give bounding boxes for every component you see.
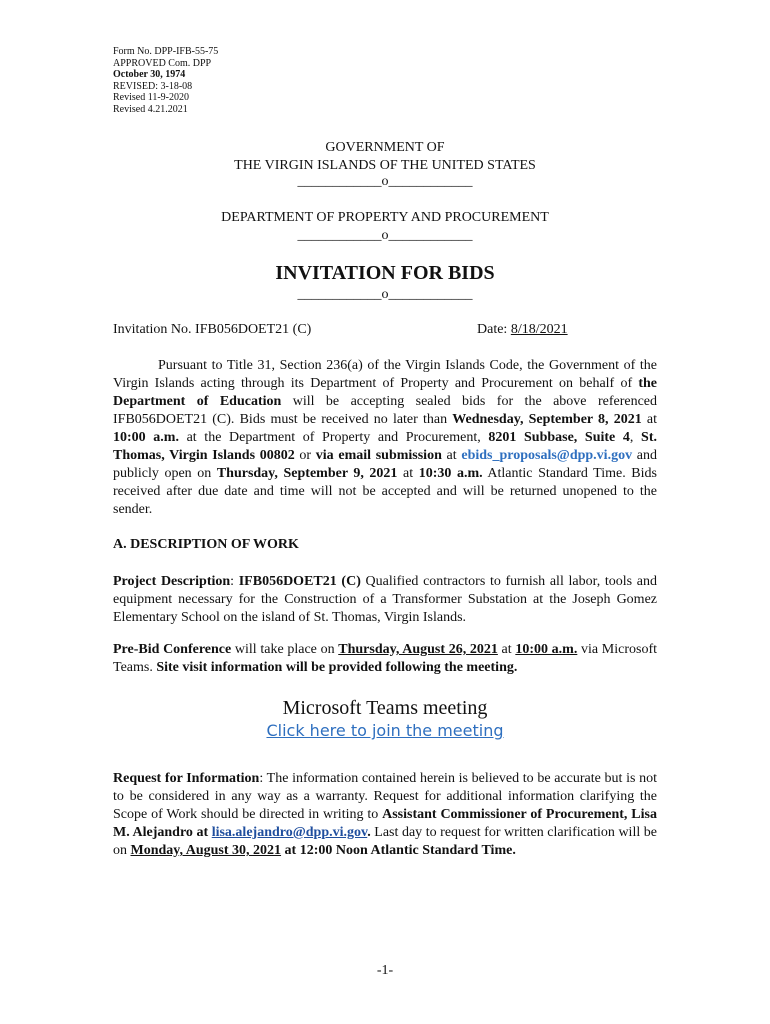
intro-text: and publicly open on bbox=[113, 448, 657, 481]
government-heading bbox=[0, 139, 770, 175]
department-heading: DEPARTMENT OF PROPERTY AND PROCUREMENT bbox=[221, 210, 549, 225]
government-line-1: GOVERNMENT OF bbox=[325, 140, 445, 155]
approval-date: October 30, 1974 bbox=[113, 69, 186, 81]
document-title: INVITATION FOR BIDS bbox=[275, 262, 495, 284]
separator-2: ____________o____________ bbox=[297, 228, 473, 243]
bid-open-date: Thursday, September 9, 2021 bbox=[216, 466, 398, 481]
rfi-text: : The information contained herein is believed to be accurate but is not to be considered in any way as a warranty. Request for additional information clarifying the Scope of Work should be directed in writing to bbox=[113, 771, 657, 822]
date-value: 8/18/2021 bbox=[510, 322, 568, 337]
prebid-date: Thursday, August 26, 2021 bbox=[338, 642, 498, 657]
form-metadata bbox=[113, 46, 218, 116]
prebid-text: at bbox=[497, 642, 516, 657]
invitation-date bbox=[477, 321, 568, 339]
invitation-row bbox=[113, 321, 575, 339]
clarification-time: at 12:00 Noon Atlantic Standard Time. bbox=[281, 843, 516, 858]
bids-email-link[interactable]: ebids_proposals@dpp.vi.gov bbox=[461, 448, 633, 463]
form-number: Form No. DPP-IFB-55-75 bbox=[113, 46, 219, 57]
prebid-paragraph bbox=[113, 641, 657, 677]
rfi-text: . bbox=[367, 825, 371, 840]
intro-text: , bbox=[629, 430, 642, 445]
project-number: IFB056DOET21 (C) bbox=[238, 574, 361, 589]
intro-text: Atlantic Standard Time. Bids received after due date and time will not be accepted and will be returned unopened to the sender. bbox=[113, 466, 657, 517]
prebid-label: Pre-Bid Conference bbox=[113, 642, 232, 657]
description-text: Qualified contractors to furnish all labor, tools and equipment necessary for the Construction of a Transformer Substation at the Joseph Gomez Elementary School on the island of St. Thomas, Virgin Islands. bbox=[113, 574, 657, 625]
bid-due-date: Wednesday, September 8, 2021 bbox=[452, 412, 642, 427]
contact-name: Assistant Commissioner of Procurement, Lisa M. Alejandro at bbox=[113, 807, 657, 840]
prebid-text: will take place on bbox=[231, 642, 339, 657]
intro-text: or bbox=[294, 448, 316, 463]
bid-open-time: 10:30 a.m. bbox=[418, 466, 483, 481]
government-line-2: THE VIRGIN ISLANDS OF THE UNITED STATES bbox=[234, 158, 536, 173]
prebid-time: 10:00 a.m. bbox=[515, 642, 578, 657]
description-label: Project Description bbox=[113, 574, 231, 589]
section-a-heading: A. DESCRIPTION OF WORK bbox=[113, 537, 299, 552]
revision-line-2: Revised 11-9-2020 bbox=[113, 92, 190, 104]
teams-meeting-title: Microsoft Teams meeting bbox=[282, 697, 488, 719]
bid-due-time: 10:00 a.m. bbox=[113, 430, 179, 445]
rfi-paragraph bbox=[113, 770, 657, 860]
intro-paragraph bbox=[113, 357, 657, 519]
intro-text: at bbox=[397, 466, 419, 481]
separator-3: ____________o____________ bbox=[297, 287, 473, 302]
intro-text: will be accepting sealed bids for the above referenced IFB056DOET21 (C). Bids must be received no later than bbox=[113, 394, 658, 427]
rfi-label: Request for Information bbox=[113, 771, 260, 786]
intro-text: at the Department of Property and Procurement, bbox=[178, 430, 489, 445]
description-text: : bbox=[230, 574, 239, 589]
separator-1: ____________o____________ bbox=[297, 174, 473, 189]
agency-name: the Department of Education bbox=[113, 376, 657, 409]
address-street: 8201 Subbase, Suite 4 bbox=[488, 430, 630, 445]
approval-line: APPROVED Com. DPP bbox=[113, 57, 212, 69]
project-description bbox=[113, 573, 657, 627]
revision-line-1: REVISED: 3-18-08 bbox=[113, 80, 193, 92]
email-submission-label: via email submission bbox=[315, 448, 442, 463]
site-visit-note: Site visit information will be provided following the meeting. bbox=[156, 660, 518, 675]
revision-line-3: Revised 4.21.2021 bbox=[113, 103, 188, 115]
address-city: St. Thomas, Virgin Islands 00802 bbox=[113, 430, 657, 463]
page-number: -1- bbox=[376, 963, 394, 978]
intro-text: at bbox=[441, 448, 462, 463]
date-label: Date: bbox=[477, 322, 511, 337]
clarification-deadline: Monday, August 30, 2021 bbox=[130, 843, 282, 858]
prebid-text: via Microsoft Teams. bbox=[113, 642, 657, 675]
invitation-number: Invitation No. IFB056DOET21 (C) bbox=[113, 322, 312, 337]
join-meeting-link[interactable]: Click here to join the meeting bbox=[266, 721, 504, 740]
contact-email-link[interactable]: lisa.alejandro@dpp.vi.gov bbox=[211, 825, 368, 840]
intro-text: at bbox=[641, 412, 657, 427]
rfi-text: Last day to request for written clarification will be on bbox=[113, 825, 657, 858]
intro-text: Pursuant to Title 31, Section 236(a) of the Virgin Islands Code, the Government of the Virgin Islands acting through its Department of Property and Procurement on behalf of bbox=[113, 358, 657, 391]
